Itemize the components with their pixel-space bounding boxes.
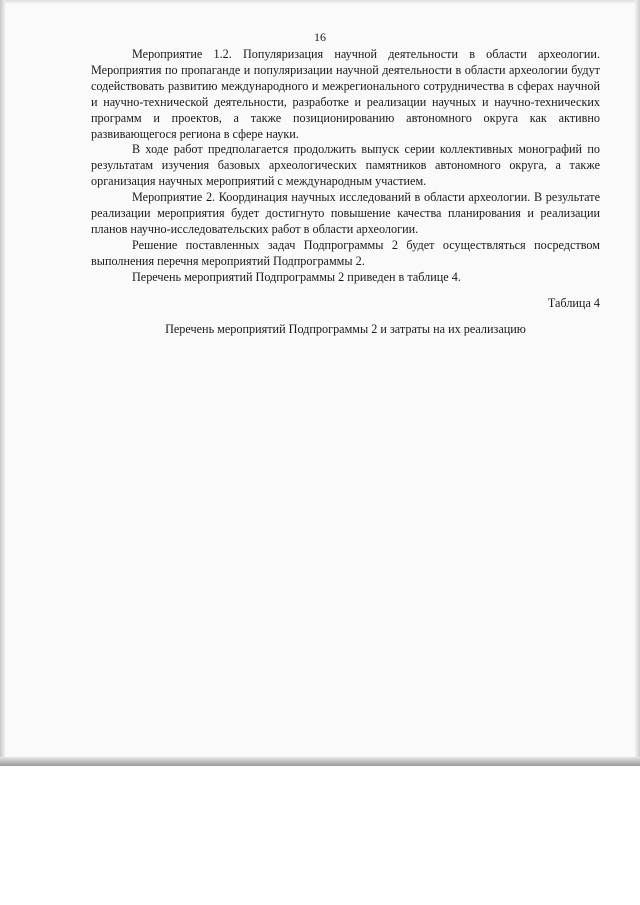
scan-top-edge [0,0,640,4]
scan-bottom-edge [0,757,640,766]
page-number: 16 [314,30,326,44]
paragraph-event-2: Мероприятие 2. Координация научных исследований в области археологии. В результате реализации мероприятия будет достигнуто повышение качества планирования и реализации планов научно-исследовательских работ в области археологии. [91,190,600,236]
paragraph-event-1-2: Мероприятие 1.2. Популяризация научной деятельности в области археологии. Мероприятия по пропаганде и популяризации научной деятельности в области археологии будут содействовать развитию международного и межрегионального сотрудничества в сферах научной и научно-технической деятельности, разработке и реализации научных и научно-технических программ и проектов, а также позиционированию автономного округа как активно развивающегося региона в сфере науки. [91,47,600,141]
scan-left-edge [0,0,5,766]
paragraph-monographs: В ходе работ предполагается продолжить выпуск серии коллективных монографий по результатам изучения базовых археологических памятников автономного округа, а также организация научных мероприятий с международным участием. [91,142,600,189]
scan-right-edge [635,0,640,766]
document-body [91,47,600,337]
table-title: Перечень мероприятий Подпрограммы 2 и затраты на их реализацию [165,321,526,336]
paragraph-list-reference: Перечень мероприятий Подпрограммы 2 приведен в таблице 4. [132,269,461,284]
paragraph-tasks-solution: Решение поставленных задач Подпрограммы 2 будет осуществляться посредством выполнения перечня мероприятий Подпрограммы 2. [91,237,600,268]
table-label: Таблица 4 [547,295,600,310]
